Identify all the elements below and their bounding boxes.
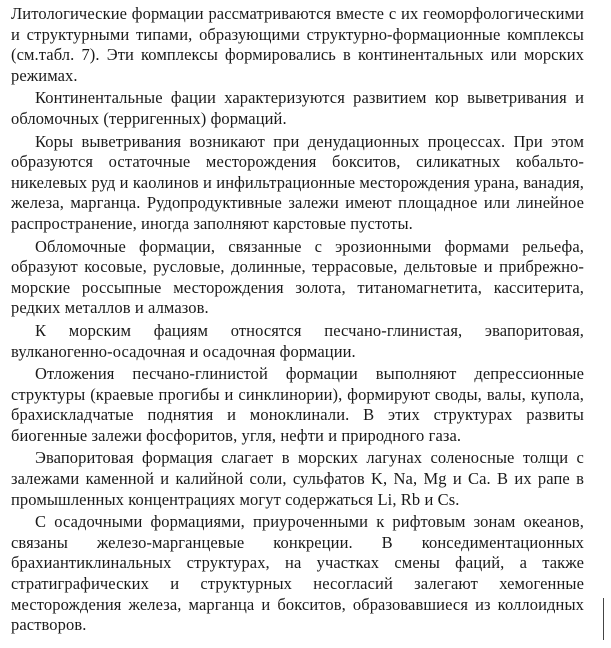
document-page [11, 4, 584, 638]
paragraph-clastic-formations: Обломочные формации, связанные с эрозионными формами рельефа, образуют косовые, русловые, долинные, террасовые, дельтовые и прибрежно-морские россыпные месторождения золота, титаномагнетита, касситерита, редких металлов и алмазов. [11, 236, 584, 318]
paragraph-formations-intro: Литологические формации рассматриваются вместе с их геоморфологическими и структурными типами, образующими структурно-формационные комплексы (см.табл. 7). Эти комплексы формировались в континентальных или морских режимах. [11, 4, 584, 85]
paragraph-continental-facies: Континентальные фации характеризуются развитием кор выветривания и обломочных (терригенных) формаций. [11, 88, 584, 128]
margin-line [603, 598, 604, 640]
paragraph-weathering-crusts: Коры выветривания возникают при денудационных процессах. При этом образуются остаточные месторождения бокситов, силикатных кобальто-никелевых руд и каолинов и инфильтрационные месторождения урана, ванадия, железа, марганца. Рудопродуктивные залежи имеют площадное или линейное распространение, иногда заполняют карстовые пустоты. [11, 131, 584, 233]
paragraph-marine-facies: К морским фациям относятся песчано-глинистая, эвапоритовая, вулканогенно-осадочная и осадочная формации. [11, 320, 584, 361]
paragraph-sedimentary-formations: С осадочными формациями, приуроченными к рифтовым зонам океанов, связаны железо-марганцевые конкреции. В конседиментационных брахиантиклинальных структурах, на участках смены фаций, а также стратиграфических и структурных несогласий залегают хемогенные месторождения железа, марганца и бокситов, образовавшиеся из коллоидных растворов. [11, 512, 584, 635]
paragraph-sand-clay-formation: Отложения песчано-глинистой формации выполняют депрессионные структуры (краевые прогибы и синклинории), формируют своды, валы, купола, брахискладчатые поднятия и моноклинали. В этих структурах развиты биогенные залежи фосфоритов, угля, нефти и природного газа. [11, 364, 584, 445]
paragraph-evaporite-formation: Эвапоритовая формация слагает в морских лагунах соленосные толщи с залежами каменной и калийной соли, сульфатов K, Na, Mg и Ca. В их рапе в промышленных концентрациях могут содержаться Li, Rb и Cs. [11, 448, 584, 509]
